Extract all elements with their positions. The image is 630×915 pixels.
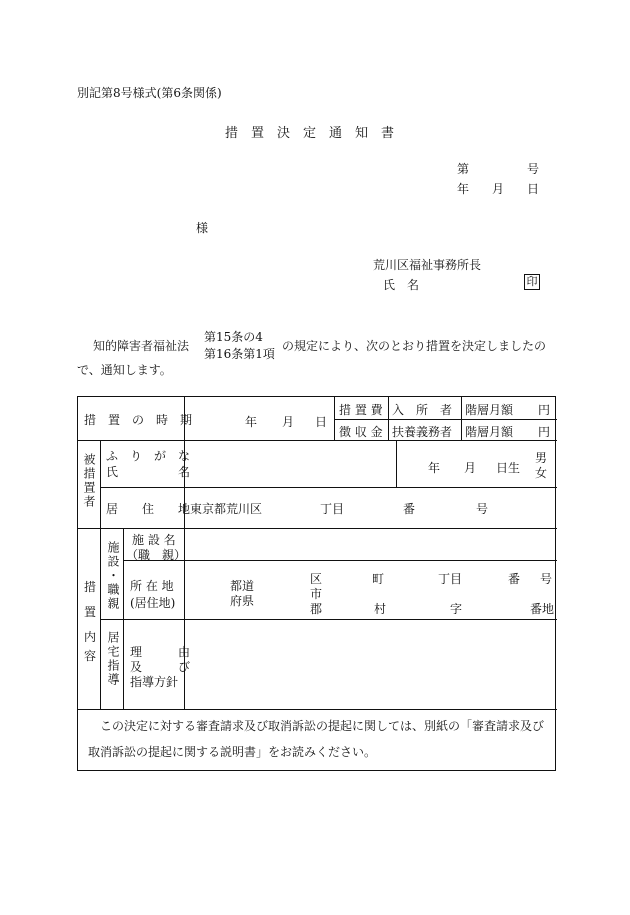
location-label: 所 在 地 bbox=[130, 579, 174, 593]
measure-table bbox=[77, 396, 556, 771]
number-go: 号 bbox=[527, 162, 540, 176]
chome2-label: 丁目 bbox=[438, 572, 463, 586]
birth-year: 年 bbox=[428, 461, 441, 475]
shokuoya-label: （職 親） bbox=[126, 548, 187, 562]
name-label: 氏 名 bbox=[383, 278, 420, 292]
reason-line3: 指導方針 bbox=[130, 675, 179, 689]
mura-label: 村 bbox=[374, 602, 387, 616]
seal-mark: 印 bbox=[524, 274, 540, 290]
collect-label: 徴 収 金 bbox=[339, 425, 383, 439]
measure-day: 日 bbox=[315, 415, 328, 429]
yen-1: 円 bbox=[538, 403, 551, 417]
address-ban: 番 bbox=[403, 502, 416, 516]
body-line1: の規定により、次のとおり措置を決定しましたの bbox=[282, 339, 547, 353]
ku-label: 区 bbox=[310, 572, 323, 586]
location-residence-label: (居住地) bbox=[130, 596, 176, 610]
date-year: 年 bbox=[457, 182, 470, 196]
machi-label: 町 bbox=[372, 572, 385, 586]
yen-2: 円 bbox=[538, 425, 551, 439]
address-go: 号 bbox=[476, 502, 489, 516]
birth-month: 月 bbox=[464, 461, 477, 475]
measure-year: 年 bbox=[245, 415, 258, 429]
body-line2: で、通知します。 bbox=[77, 363, 172, 377]
law-name: 知的障害者福祉法 bbox=[93, 339, 190, 353]
residence-label: 居 住 地 bbox=[106, 502, 191, 516]
measure-content-4: 容 bbox=[84, 649, 97, 663]
measure-month: 月 bbox=[282, 415, 295, 429]
measure-content-3: 内 bbox=[84, 630, 97, 644]
address-chome: 丁目 bbox=[320, 502, 345, 516]
shimei-label: 氏 名 bbox=[106, 465, 191, 479]
facility-vertical-label: 施設・職親 bbox=[106, 541, 120, 611]
reason-line1: 理 由 bbox=[130, 645, 191, 659]
date-month: 月 bbox=[492, 182, 505, 196]
measure-content-1: 措 bbox=[84, 580, 97, 594]
person-vertical-label: 被措置者 bbox=[82, 453, 96, 509]
go2-label: 号 bbox=[540, 572, 553, 586]
male-label: 男 bbox=[535, 451, 548, 465]
gun-label: 郡 bbox=[310, 602, 323, 616]
home-guidance-vertical-label: 居宅指導 bbox=[106, 631, 120, 687]
ban2-label: 番 bbox=[508, 572, 521, 586]
birth-day: 日生 bbox=[496, 461, 521, 475]
shi-label: 市 bbox=[310, 587, 323, 601]
addressee-sama: 様 bbox=[196, 221, 209, 235]
banchi-label: 番地 bbox=[530, 602, 555, 616]
tier-label-1: 階層月額 bbox=[465, 403, 514, 417]
aza-label: 字 bbox=[450, 602, 463, 616]
fuken-label: 府県 bbox=[230, 594, 255, 608]
article-1: 第15条の4 bbox=[204, 330, 263, 344]
date-day: 日 bbox=[527, 182, 540, 196]
female-label: 女 bbox=[535, 466, 548, 480]
article-2: 第16条第1項 bbox=[204, 347, 275, 361]
tier-label-2: 階層月額 bbox=[465, 425, 514, 439]
form-number: 別記第8号様式(第6条関係) bbox=[77, 86, 222, 100]
number-dai: 第 bbox=[457, 162, 470, 176]
address-prefix: 東京都荒川区 bbox=[190, 502, 263, 516]
measure-time-label: 措 置 の 時 期 bbox=[84, 413, 193, 427]
measure-content-2: 置 bbox=[84, 605, 97, 619]
office-name: 荒川区福祉事務所長 bbox=[373, 258, 482, 272]
admittee-label: 入 所 者 bbox=[392, 403, 453, 417]
reason-line2: 及 び bbox=[130, 660, 191, 674]
appeal-note: この決定に対する審査請求及び取消訴訟の提起に関しては、別紙の「審査請求及び取消訴訟の提起に関する説明書」をお読みください。 bbox=[88, 719, 545, 759]
document-title: 措 置 決 定 通 知 書 bbox=[225, 126, 395, 141]
fee-label: 措 置 費 bbox=[339, 403, 383, 417]
facility-name-label: 施 設 名 bbox=[132, 533, 176, 547]
todo-label: 都道 bbox=[230, 579, 255, 593]
supporter-label: 扶養義務者 bbox=[392, 425, 453, 439]
furigana-label: ふ り が な bbox=[106, 449, 191, 463]
